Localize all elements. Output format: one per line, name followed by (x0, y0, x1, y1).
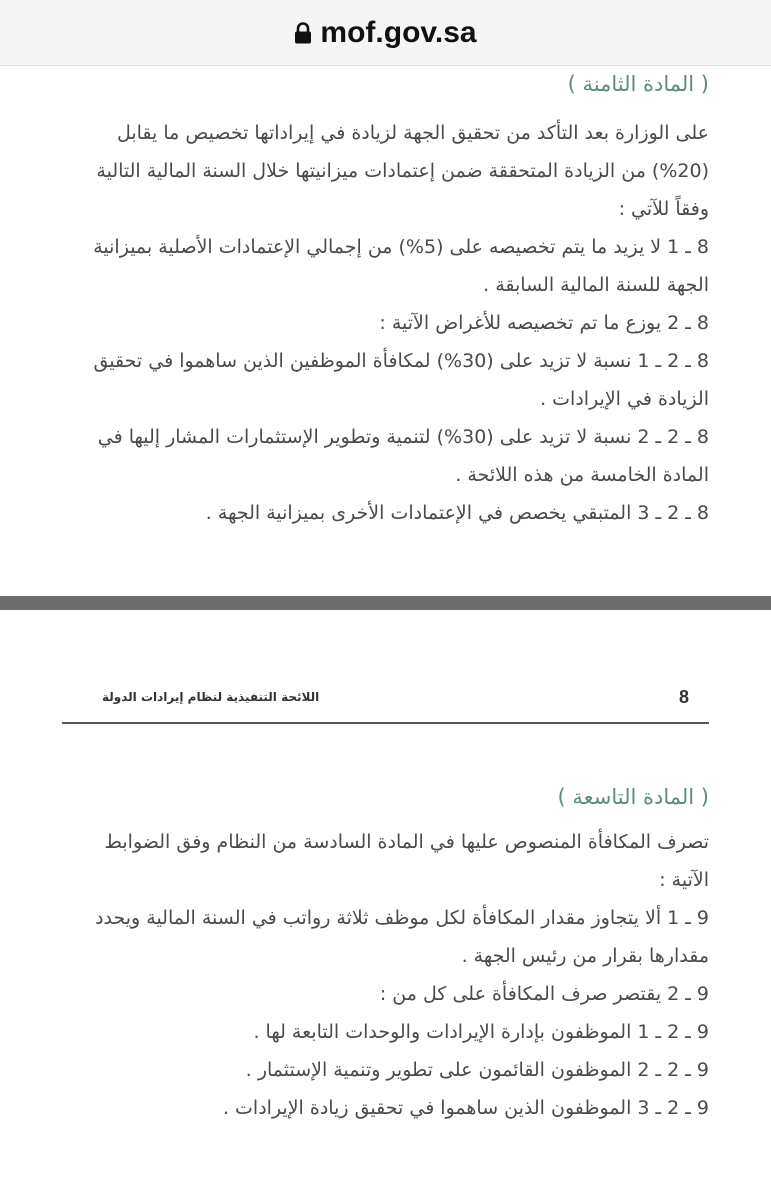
article-eight-intro: على الوزارة بعد التأكد من تحقيق الجهة لزيادة في إيراداتها تخصيص ما يقابل (20%) من الزيادة المتحققة ضمن إعتمادات ميزانيتها خلال السنة المالية التالية وفقاً للآتي : (96, 122, 709, 220)
clause-9-1: 9 ـ 1 ألا يتجاوز مقدار المكافأة لكل موظف ثلاثة رواتب في السنة المالية ويحدد مقدارها بقرار من رئيس الجهة . (95, 907, 709, 967)
lock-icon (294, 22, 312, 44)
browser-address-bar[interactable] (0, 0, 771, 66)
article-eight-heading: ( المادة الثامنة ) (567, 72, 709, 96)
clause-8-2-2: 8 ـ 2 ـ 2 نسبة لا تزيد على (30%) لتنمية وتطوير الإستثمارات المشار إليها في المادة الخامسة من هذه اللائحة . (97, 426, 709, 486)
document-title: اللائحة التنفيذية لنظام إيرادات الدولة (102, 690, 320, 704)
article-nine-heading: ( المادة التاسعة ) (557, 785, 709, 809)
document-page-1 (62, 70, 709, 532)
page-header (62, 672, 709, 724)
clause-9-2-3: 9 ـ 2 ـ 3 الموظفون الذين ساهموا في تحقيق زيادة الإيرادات . (222, 1097, 709, 1119)
address-bar-content (294, 16, 476, 50)
clause-9-2: 9 ـ 2 يقتصر صرف المكافأة على كل من : (379, 983, 709, 1005)
clause-8-2-1: 8 ـ 2 ـ 1 نسبة لا تزيد على (30%) لمكافأة الموظفين الذين ساهموا في تحقيق الزيادة في الإيرادات . (93, 350, 709, 410)
clause-9-2-2: 9 ـ 2 ـ 2 الموظفون القائمون على تطوير وتنمية الإستثمار . (245, 1059, 709, 1081)
clause-8-2: 8 ـ 2 يوزع ما تم تخصيصه للأغراض الآتية : (379, 312, 709, 334)
page-number: 8 (678, 686, 689, 707)
article-nine-intro: تصرف المكافأة المنصوص عليها في المادة السادسة من النظام وفق الضوابط الآتية : (104, 831, 709, 891)
clause-8-2-3: 8 ـ 2 ـ 3 المتبقي يخصص في الإعتمادات الأخرى بميزانية الجهة . (205, 502, 709, 524)
clause-8-1: 8 ـ 1 لا يزيد ما يتم تخصيصه على (5%) من إجمالي الإعتمادات الأصلية بميزانية الجهة للسنة المالية السابقة . (93, 236, 709, 296)
document-page-2 (62, 785, 709, 1127)
url-text: mof.gov.sa (320, 15, 477, 49)
page-divider (0, 596, 771, 610)
clause-9-2-1: 9 ـ 2 ـ 1 الموظفون بإدارة الإيرادات والوحدات التابعة لها . (253, 1021, 709, 1043)
